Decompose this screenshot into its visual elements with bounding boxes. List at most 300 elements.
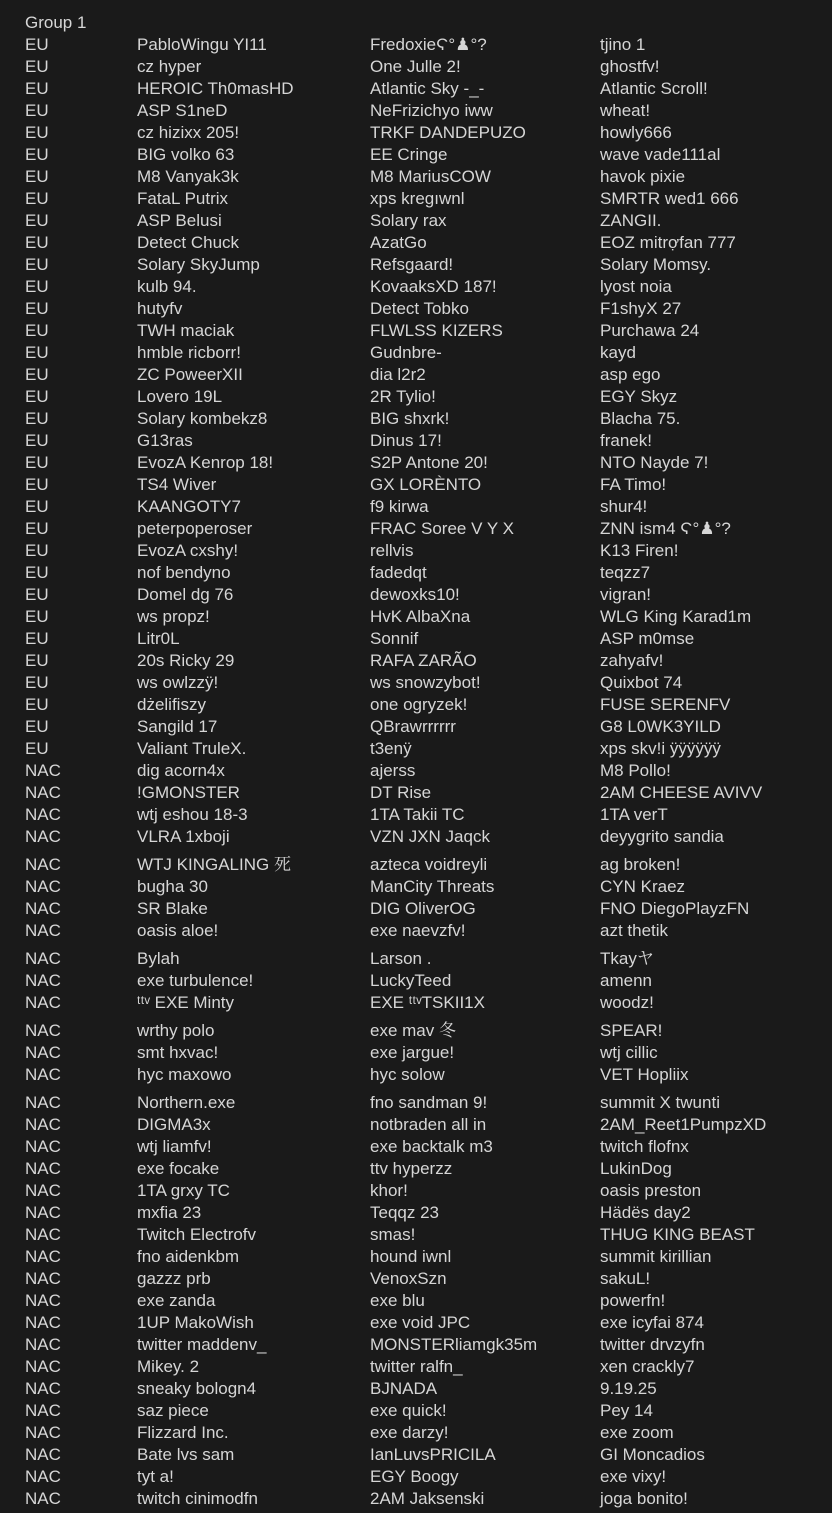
player2-cell: ttv hyperzz: [370, 1159, 453, 1178]
player1-cell: TS4 Wiver: [137, 475, 217, 494]
player2-cell: NeFrizichyo iww: [370, 101, 493, 120]
player3-cell: ag broken!: [600, 855, 681, 874]
player3-cell: ASP m0mse: [600, 629, 695, 648]
player3-cell: asp ego: [600, 365, 661, 384]
table-row: [25, 1444, 832, 1466]
player2-cell: M8 MariusCOW: [370, 167, 491, 186]
player1-cell: exe turbulence!: [137, 971, 254, 990]
region-cell: EU: [25, 497, 49, 516]
table-row: [25, 876, 832, 898]
table-row: [25, 1378, 832, 1400]
player1-cell: twitter maddenv_: [137, 1335, 267, 1354]
player1-cell: dig acorn4x: [137, 761, 225, 780]
player1-cell: Flizzard Inc.: [137, 1423, 229, 1442]
region-cell: NAC: [25, 1467, 61, 1486]
table-row: [25, 496, 832, 518]
player2-cell: xps kregıwnl: [370, 189, 465, 208]
player3-cell: GI Moncadios: [600, 1445, 705, 1464]
player2-cell: twitter ralfn_: [370, 1357, 463, 1376]
region-cell: EU: [25, 211, 49, 230]
region-cell: NAC: [25, 1137, 61, 1156]
region-cell: NAC: [25, 1225, 61, 1244]
player3-cell: Solary Momsy.: [600, 255, 712, 274]
table-row: [25, 100, 832, 122]
page-title: Group 1: [25, 13, 87, 32]
player3-cell: exe zoom: [600, 1423, 674, 1442]
table-row: [25, 232, 832, 254]
region-cell: EU: [25, 475, 49, 494]
player2-cell: Larson .: [370, 949, 432, 968]
region-cell: NAC: [25, 1203, 61, 1222]
player2-cell: IanLuvsPRICILA: [370, 1445, 496, 1464]
table-row: [25, 122, 832, 144]
player2-cell: KovaaksXD 187!: [370, 277, 497, 296]
player1-cell: SR Blake: [137, 899, 208, 918]
region-cell: NAC: [25, 855, 61, 874]
player3-cell: 2AM CHEESE AVIVV: [600, 783, 763, 802]
player3-cell: xen crackly7: [600, 1357, 695, 1376]
table-row: [25, 920, 832, 942]
player1-cell: peterpoperoser: [137, 519, 253, 538]
player3-cell: joga bonito!: [600, 1489, 688, 1508]
player2-cell: DIG OliverOG: [370, 899, 476, 918]
region-cell: EU: [25, 189, 49, 208]
region-cell: EU: [25, 101, 49, 120]
region-cell: EU: [25, 673, 49, 692]
player2-cell: f9 kirwa: [370, 497, 429, 516]
table-row: [25, 1064, 832, 1086]
region-cell: EU: [25, 35, 49, 54]
player2-cell: 1TA Takii TC: [370, 805, 465, 824]
table-row: [25, 1114, 832, 1136]
player2-cell: BIG shxrk!: [370, 409, 450, 428]
player1-cell: ws propz!: [137, 607, 210, 626]
region-cell: EU: [25, 695, 49, 714]
table-row: [25, 34, 832, 56]
player1-cell: 1UP MakoWish: [137, 1313, 254, 1332]
player1-cell: exe zanda: [137, 1291, 216, 1310]
player2-cell: EE Cringe: [370, 145, 448, 164]
player3-cell: lyost noia: [600, 277, 672, 296]
player2-cell: ws snowzybot!: [370, 673, 481, 692]
table-row: [25, 1422, 832, 1444]
player3-cell: twitter drvzyfn: [600, 1335, 705, 1354]
player3-cell: vigran!: [600, 585, 652, 604]
player1-cell: WTJ KINGALING 死: [137, 855, 291, 874]
region-cell: NAC: [25, 993, 61, 1012]
player3-cell: EGY Skyz: [600, 387, 678, 406]
player2-cell: notbraden all in: [370, 1115, 487, 1134]
table-row: [25, 364, 832, 386]
player1-cell: hmble ricborr!: [137, 343, 241, 362]
player2-cell: EGY Boogy: [370, 1467, 459, 1486]
player2-cell: 2AM Jaksenski: [370, 1489, 485, 1508]
player2-cell: FredoxieϚ°♟°?: [370, 35, 487, 54]
region-cell: EU: [25, 519, 49, 538]
region-cell: EU: [25, 233, 49, 252]
player1-cell: Lovero 19L: [137, 387, 223, 406]
table-row: [25, 342, 832, 364]
player2-cell: ajerss: [370, 761, 416, 780]
player3-cell: havok pixie: [600, 167, 686, 186]
player2-cell: fno sandman 9!: [370, 1093, 488, 1112]
player2-cell: dewoxks10!: [370, 585, 460, 604]
region-cell: EU: [25, 541, 49, 560]
table-row: [25, 320, 832, 342]
table-row: [25, 1224, 832, 1246]
table-row: [25, 254, 832, 276]
region-cell: NAC: [25, 1065, 61, 1084]
player2-cell: rellvis: [370, 541, 414, 560]
player1-cell: 1TA grxy TC: [137, 1181, 230, 1200]
table-row: [25, 628, 832, 650]
player1-cell: VLRA 1xboji: [137, 827, 230, 846]
player1-cell: ZC PoweerXII: [137, 365, 243, 384]
player3-cell: Blacha 75.: [600, 409, 681, 428]
table-row: [25, 1290, 832, 1312]
player1-cell: Litr0L: [137, 629, 180, 648]
player1-cell: oasis aloe!: [137, 921, 219, 940]
player3-cell: ZANGII.: [600, 211, 662, 230]
player2-cell: Solary rax: [370, 211, 447, 230]
player2-cell: One Julle 2!: [370, 57, 461, 76]
table-row: [25, 78, 832, 100]
player2-cell: exe void JPC: [370, 1313, 471, 1332]
player3-cell: Purchawa 24: [600, 321, 700, 340]
region-cell: EU: [25, 57, 49, 76]
player3-cell: oasis preston: [600, 1181, 702, 1200]
region-cell: NAC: [25, 949, 61, 968]
table-row: [25, 452, 832, 474]
table-row: [25, 760, 832, 782]
player3-cell: exe icyfai 874: [600, 1313, 704, 1332]
table-row: [25, 782, 832, 804]
player3-cell: deyygrito sandia: [600, 827, 724, 846]
region-cell: NAC: [25, 1115, 61, 1134]
player2-cell: t3enÿ: [370, 739, 412, 758]
table-row: [25, 56, 832, 78]
player2-cell: LuckyTeed: [370, 971, 452, 990]
player2-cell: smas!: [370, 1225, 416, 1244]
player3-cell: wtj cillic: [600, 1043, 658, 1062]
table-row: [25, 166, 832, 188]
region-cell: NAC: [25, 921, 61, 940]
player3-cell: THUG KING BEAST: [600, 1225, 755, 1244]
player1-cell: Sangild 17: [137, 717, 218, 736]
player2-cell: Detect Tobko: [370, 299, 469, 318]
player2-cell: Atlantic Sky -_-: [370, 79, 485, 98]
player2-cell: one ogryzek!: [370, 695, 468, 714]
player2-cell: fadedqt: [370, 563, 427, 582]
player1-cell: Bylah: [137, 949, 180, 968]
table-row: [25, 1400, 832, 1422]
region-cell: EU: [25, 365, 49, 384]
player2-cell: Dinus 17!: [370, 431, 442, 450]
region-cell: NAC: [25, 877, 61, 896]
region-cell: NAC: [25, 1445, 61, 1464]
player1-cell: kulb 94.: [137, 277, 197, 296]
player3-cell: FA Timo!: [600, 475, 667, 494]
table-row: [25, 1356, 832, 1378]
player3-cell: tjino 1: [600, 35, 646, 54]
player1-cell: wrthy polo: [137, 1021, 215, 1040]
region-cell: NAC: [25, 783, 61, 802]
player2-cell: FRAC Soree V Y X: [370, 519, 514, 538]
table-row: [25, 188, 832, 210]
player1-cell: EvozA cxshy!: [137, 541, 239, 560]
player3-cell: K13 Firen!: [600, 541, 679, 560]
region-cell: NAC: [25, 1335, 61, 1354]
player2-cell: 2R Tylio!: [370, 387, 436, 406]
table-row: [25, 898, 832, 920]
player3-cell: shur4!: [600, 497, 648, 516]
player3-cell: ZNN ism4 Ϛ°♟°?: [600, 519, 731, 538]
player3-cell: NTO Nayde 7!: [600, 453, 709, 472]
region-cell: NAC: [25, 1379, 61, 1398]
region-cell: NAC: [25, 1021, 61, 1040]
table-row: [25, 1488, 832, 1510]
region-cell: NAC: [25, 1313, 61, 1332]
region-cell: NAC: [25, 1401, 61, 1420]
player1-cell: Northern.exe: [137, 1093, 236, 1112]
player1-cell: exe focake: [137, 1159, 220, 1178]
player1-cell: Detect Chuck: [137, 233, 240, 252]
table-row: [25, 992, 832, 1014]
table-row: [25, 276, 832, 298]
region-cell: NAC: [25, 1357, 61, 1376]
table-row: [25, 1180, 832, 1202]
player2-cell: hyc solow: [370, 1065, 445, 1084]
player1-cell: dżelifiszy: [137, 695, 206, 714]
player1-cell: ᵗᵗᵛ EXE Minty: [137, 993, 235, 1012]
table-row: [25, 210, 832, 232]
table-row: [25, 1158, 832, 1180]
player3-cell: wheat!: [600, 101, 651, 120]
player1-cell: Bate lvs sam: [137, 1445, 235, 1464]
player3-cell: kayd: [600, 343, 636, 362]
player3-cell: summit X twunti: [600, 1093, 720, 1112]
player2-cell: TRKF DANDEPUZO: [370, 123, 526, 142]
region-cell: EU: [25, 651, 49, 670]
player3-cell: EOZ mitrợfan 777: [600, 233, 736, 252]
table-row: [25, 1092, 832, 1114]
player2-cell: MONSTERliamgk35m: [370, 1335, 538, 1354]
player1-cell: 20s Ricky 29: [137, 651, 235, 670]
table-row: [25, 716, 832, 738]
table-row: [25, 430, 832, 452]
player1-cell: PabloWingu YI11: [137, 35, 267, 54]
player1-cell: DIGMA3x: [137, 1115, 211, 1134]
region-cell: EU: [25, 123, 49, 142]
region-cell: NAC: [25, 1269, 61, 1288]
player1-cell: Solary SkyJump: [137, 255, 260, 274]
player2-cell: dia l2r2: [370, 365, 426, 384]
player3-cell: azt thetik: [600, 921, 669, 940]
table-row: [25, 1202, 832, 1224]
player3-cell: SPEAR!: [600, 1021, 663, 1040]
region-cell: NAC: [25, 1291, 61, 1310]
player1-cell: EvozA Kenrop 18!: [137, 453, 274, 472]
player1-cell: ASP S1neD: [137, 101, 228, 120]
player2-cell: DT Rise: [370, 783, 432, 802]
player3-cell: twitch flofnx: [600, 1137, 689, 1156]
player1-cell: mxfia 23: [137, 1203, 202, 1222]
region-cell: NAC: [25, 805, 61, 824]
player2-cell: RAFA ZARÃO: [370, 651, 477, 670]
player3-cell: 9.19.25: [600, 1379, 657, 1398]
player2-cell: ManCity Threats: [370, 877, 495, 896]
table-row: [25, 474, 832, 496]
table-row: [25, 738, 832, 760]
player2-cell: S2P Antone 20!: [370, 453, 488, 472]
player2-cell: VenoxSzn: [370, 1269, 447, 1288]
player1-cell: hyc maxowo: [137, 1065, 232, 1084]
player1-cell: FataL Putrix: [137, 189, 229, 208]
region-cell: EU: [25, 409, 49, 428]
table-row: [25, 826, 832, 848]
player1-cell: KAANGOTY7: [137, 497, 241, 516]
player2-cell: FLWLSS KIZERS: [370, 321, 503, 340]
player2-cell: exe jargue!: [370, 1043, 455, 1062]
player1-cell: hutyfv: [137, 299, 183, 318]
player3-cell: exe vixy!: [600, 1467, 667, 1486]
player1-cell: bugha 30: [137, 877, 208, 896]
region-cell: NAC: [25, 1093, 61, 1112]
region-cell: NAC: [25, 971, 61, 990]
player1-cell: M8 Vanyak3k: [137, 167, 239, 186]
player1-cell: !GMONSTER: [137, 783, 240, 802]
player3-cell: zahyafv!: [600, 651, 664, 670]
player2-cell: khor!: [370, 1181, 408, 1200]
region-cell: EU: [25, 431, 49, 450]
region-cell: NAC: [25, 1043, 61, 1062]
player3-cell: CYN Kraez: [600, 877, 686, 896]
player3-cell: Quixbot 74: [600, 673, 683, 692]
region-cell: EU: [25, 563, 49, 582]
player2-cell: Teqqz 23: [370, 1203, 439, 1222]
table-row: [25, 606, 832, 628]
table-row: [25, 584, 832, 606]
region-cell: NAC: [25, 1423, 61, 1442]
player3-cell: SMRTR wed1 666: [600, 189, 739, 208]
player1-cell: HEROIC Th0masHD: [137, 79, 294, 98]
region-cell: NAC: [25, 1247, 61, 1266]
table-row: [25, 1268, 832, 1290]
player3-cell: wave vade111al: [600, 145, 721, 164]
player2-cell: hound iwnl: [370, 1247, 452, 1266]
player1-cell: ws owlzzÿ!: [137, 673, 219, 692]
region-cell: NAC: [25, 761, 61, 780]
region-cell: EU: [25, 321, 49, 340]
player1-cell: smt hxvac!: [137, 1043, 219, 1062]
player3-cell: ghostfv!: [600, 57, 660, 76]
player3-cell: amenn: [600, 971, 652, 990]
player2-cell: AzatGo: [370, 233, 427, 252]
player3-cell: sakuL!: [600, 1269, 651, 1288]
player3-cell: teqzz7: [600, 563, 651, 582]
player3-cell: woodz!: [600, 993, 654, 1012]
region-cell: EU: [25, 717, 49, 736]
player3-cell: Pey 14: [600, 1401, 653, 1420]
player2-cell: VZN JXN Jaqck: [370, 827, 490, 846]
player1-cell: gazzz prb: [137, 1269, 211, 1288]
region-cell: EU: [25, 255, 49, 274]
table-row: [25, 804, 832, 826]
region-cell: EU: [25, 79, 49, 98]
player3-cell: WLG King Karad1m: [600, 607, 752, 626]
region-cell: NAC: [25, 1181, 61, 1200]
player2-cell: exe quick!: [370, 1401, 447, 1420]
table-row: [25, 948, 832, 970]
player1-cell: sneaky bologn4: [137, 1379, 257, 1398]
player1-cell: Twitch Electrofv: [137, 1225, 257, 1244]
player1-cell: Valiant TruleX.: [137, 739, 247, 758]
table-row: [25, 1042, 832, 1064]
player3-cell: F1shyX 27: [600, 299, 682, 318]
table-row: [25, 386, 832, 408]
player3-cell: franek!: [600, 431, 652, 450]
table-row: [25, 1020, 832, 1042]
player2-cell: GX LORÈNTO: [370, 475, 482, 494]
player3-cell: Hädës day2: [600, 1203, 691, 1222]
player2-cell: Sonnif: [370, 629, 419, 648]
player3-cell: Tkayヤ: [600, 949, 654, 968]
player3-cell: 1TA verT: [600, 805, 668, 824]
player2-cell: exe mav 冬: [370, 1021, 456, 1040]
table-row: [25, 518, 832, 540]
player3-cell: LukinDog: [600, 1159, 672, 1178]
player1-cell: ASP Belusi: [137, 211, 222, 230]
player2-cell: EXE ᵗᵗᵛTSKII1X: [370, 993, 485, 1012]
region-cell: EU: [25, 299, 49, 318]
player1-cell: nof bendyno: [137, 563, 231, 582]
player3-cell: VET Hopliix: [600, 1065, 689, 1084]
table-row: [25, 562, 832, 584]
region-cell: EU: [25, 629, 49, 648]
player2-cell: HvK AlbaXna: [370, 607, 471, 626]
roster-table: [25, 34, 832, 1510]
player2-cell: exe darzy!: [370, 1423, 449, 1442]
player1-cell: BIG volko 63: [137, 145, 235, 164]
table-row: [25, 1246, 832, 1268]
region-cell: EU: [25, 585, 49, 604]
region-cell: EU: [25, 277, 49, 296]
table-row: [25, 970, 832, 992]
player3-cell: M8 Pollo!: [600, 761, 671, 780]
player1-cell: saz piece: [137, 1401, 209, 1420]
region-cell: NAC: [25, 1489, 61, 1508]
player3-cell: howly666: [600, 123, 672, 142]
table-row: [25, 1334, 832, 1356]
player2-cell: QBrawrrrrrr: [370, 717, 456, 736]
table-row: [25, 1136, 832, 1158]
player1-cell: twitch cinimodfn: [137, 1489, 258, 1508]
table-row: [25, 1466, 832, 1488]
region-cell: EU: [25, 167, 49, 186]
table-row: [25, 672, 832, 694]
player3-cell: G8 L0WK3YILD: [600, 717, 721, 736]
player1-cell: G13ras: [137, 431, 193, 450]
table-row: [25, 650, 832, 672]
player1-cell: Solary kombekz8: [137, 409, 268, 428]
player2-cell: exe backtalk m3: [370, 1137, 493, 1156]
player2-cell: Refsgaard!: [370, 255, 454, 274]
table-row: [25, 144, 832, 166]
player1-cell: wtj eshou 18-3: [137, 805, 248, 824]
player1-cell: wtj liamfv!: [137, 1137, 212, 1156]
region-cell: EU: [25, 145, 49, 164]
player3-cell: summit kirillian: [600, 1247, 712, 1266]
